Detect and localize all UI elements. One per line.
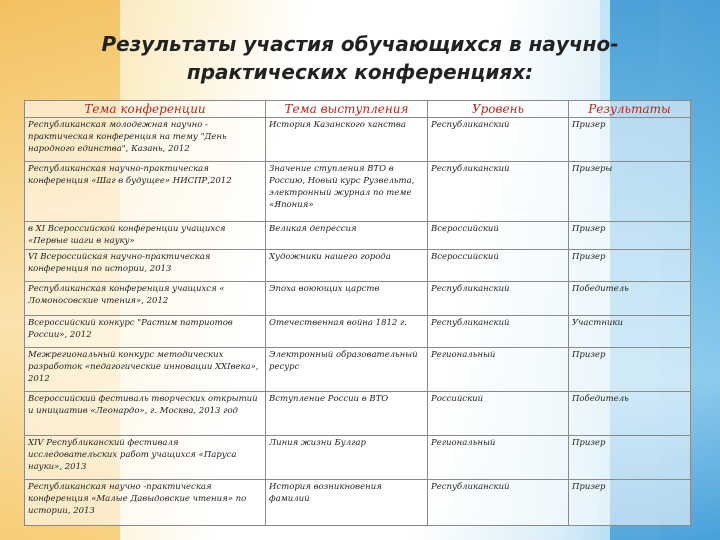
cell-topic: История Казанского ханства	[266, 118, 428, 162]
cell-topic: Значение ступления ВТО в Россию, Новый курс Рузвельта, электронный журнал по теме «Япония»	[266, 162, 428, 222]
page-title: Результаты участия обучающихся в научно-практических конференциях:	[101, 32, 619, 84]
cell-result: Участники	[569, 316, 691, 348]
table-header-row	[25, 101, 691, 118]
cell-conference: Республиканская научно-практическая конференция «Шаг в будущее» НИСПР,2012	[25, 162, 266, 222]
cell-result: Призер	[569, 222, 691, 250]
cell-result: Призер	[569, 436, 691, 480]
cell-level: Всероссийский	[428, 222, 569, 250]
cell-level: Региональный	[428, 436, 569, 480]
header-presentation-topic: Тема выступления	[266, 101, 428, 118]
cell-conference: Межрегиональный конкурс методических разработок «педагогические инновации XXIвека», 2012	[25, 348, 266, 392]
cell-conference: XIV Республиканский фестиваля исследовательских работ учащихся «Паруса науки», 2013	[25, 436, 266, 480]
cell-level: Всероссийский	[428, 250, 569, 282]
cell-topic: Вступление России в ВТО	[266, 392, 428, 436]
table-row	[25, 480, 691, 526]
cell-conference: Республиканская конференция учащихся « Ломоносовские чтения», 2012	[25, 282, 266, 316]
table-row	[25, 162, 691, 222]
cell-level: Республиканский	[428, 480, 569, 526]
cell-topic: Эпоха воюющих царств	[266, 282, 428, 316]
cell-conference: в XI Всероссийской конференции учащихся «Первые шаги в науку»	[25, 222, 266, 250]
cell-conference: Всероссийский конкурс "Растим патриотов России», 2012	[25, 316, 266, 348]
cell-result: Победитель	[569, 392, 691, 436]
cell-conference: Всероссийский фестиваль творческих открытий и инициатив «Леонардо», г. Москва, 2013 год	[25, 392, 266, 436]
cell-topic: Электронный образовательный ресурс	[266, 348, 428, 392]
cell-result: Призер	[569, 348, 691, 392]
header-results: Результаты	[569, 101, 691, 118]
cell-conference: Республиканская молодежная научно - практическая конференция на тему "День народного единства", Казань, 2012	[25, 118, 266, 162]
cell-level: Республиканский	[428, 316, 569, 348]
results-table	[24, 100, 691, 526]
cell-conference: Республиканская научно -практическая конференция «Малые Давыдовские чтения» по истории, 2013	[25, 480, 266, 526]
header-conference-topic: Тема конференции	[25, 101, 266, 118]
cell-result: Призер	[569, 250, 691, 282]
cell-topic: Линия жизни Булгар	[266, 436, 428, 480]
table-row	[25, 348, 691, 392]
cell-topic: Великая депрессия	[266, 222, 428, 250]
header-level: Уровень	[428, 101, 569, 118]
cell-result: Призеры	[569, 162, 691, 222]
cell-conference: VI Всероссийская научно-практическая конференция по истории, 2013	[25, 250, 266, 282]
cell-level: Республиканский	[428, 162, 569, 222]
table-row	[25, 282, 691, 316]
table-row	[25, 250, 691, 282]
cell-topic: Художники нашего города	[266, 250, 428, 282]
cell-result: Победитель	[569, 282, 691, 316]
cell-result: Призер	[569, 480, 691, 526]
table-row	[25, 316, 691, 348]
cell-result: Призер	[569, 118, 691, 162]
cell-topic: Отечественная война 1812 г.	[266, 316, 428, 348]
cell-level: Региональный	[428, 348, 569, 392]
table-row	[25, 222, 691, 250]
cell-level: Российский	[428, 392, 569, 436]
cell-topic: История возникновения фамилий	[266, 480, 428, 526]
table-row	[25, 118, 691, 162]
cell-level: Республиканский	[428, 118, 569, 162]
table-row	[25, 392, 691, 436]
table-row	[25, 436, 691, 480]
cell-level: Республиканский	[428, 282, 569, 316]
